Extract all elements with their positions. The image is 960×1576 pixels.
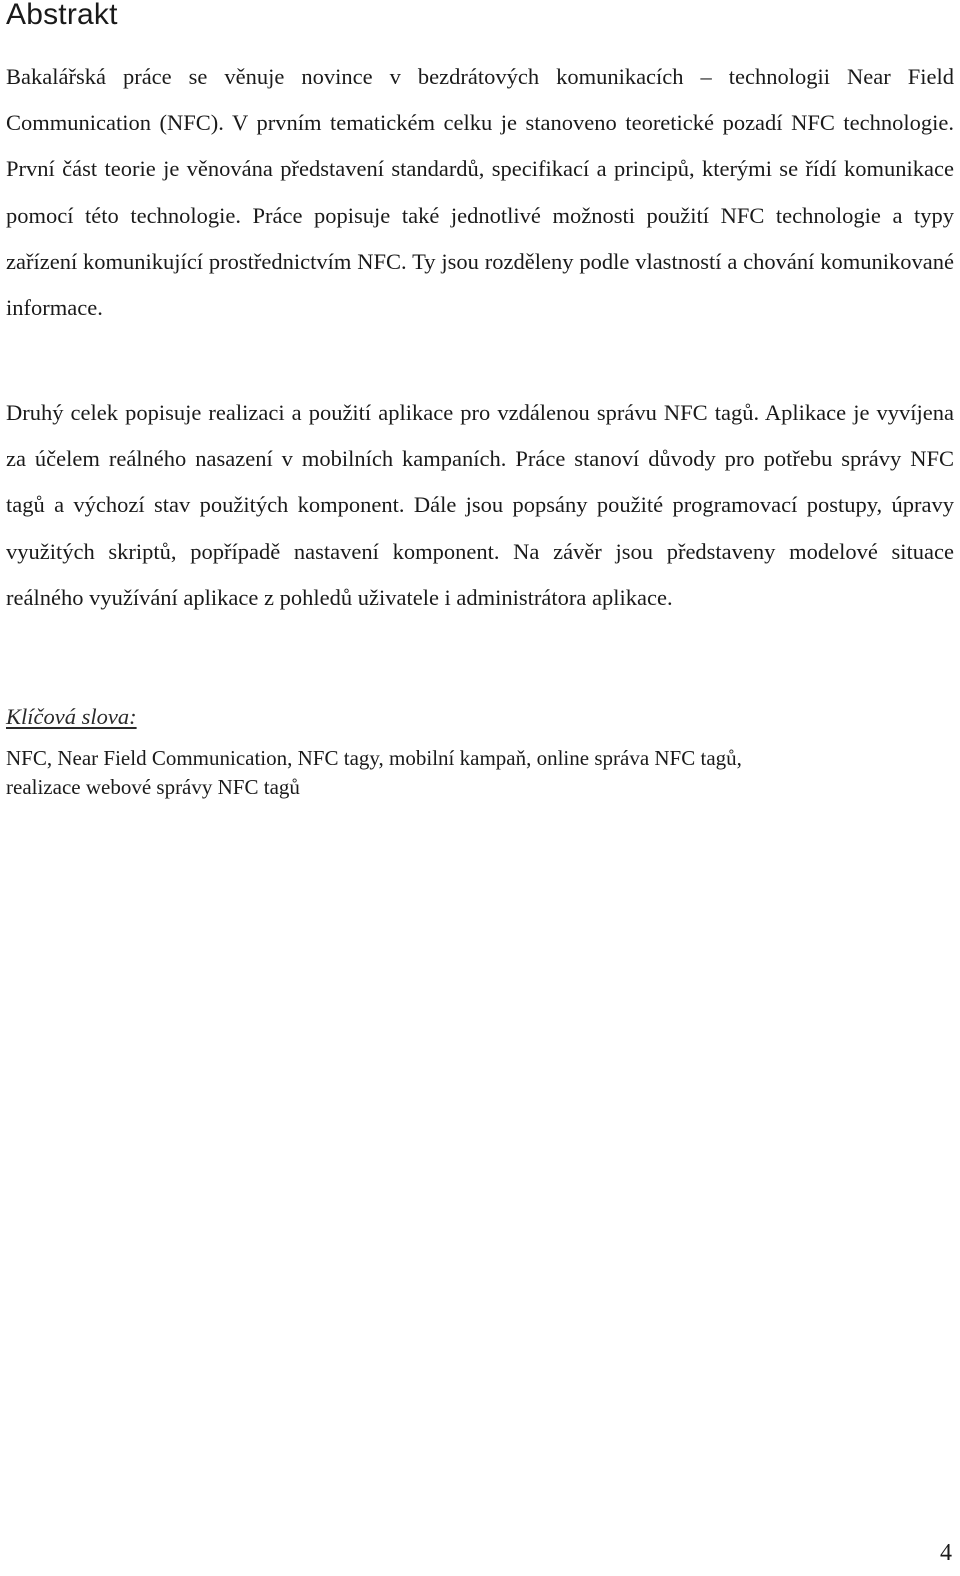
page-title: Abstrakt bbox=[6, 0, 118, 31]
abstract-paragraph-2: Druhý celek popisuje realizaci a použití aplikace pro vzdálenou správu NFC tagů. Aplikace je vyvíjena za účelem reálného nasazení v mobilních kampaních. Práce stanoví důvody pro potřebu správy NFC tagů a výchozí stav použitých komponent. Dále jsou popsány použité programovací postupy, úpravy využitých skriptů, popřípadě nastavení komponent. Na závěr jsou představeny modelové situace reálného využívání aplikace z pohledů uživatele i administrátora aplikace. bbox=[6, 400, 954, 610]
keywords-text bbox=[6, 744, 954, 802]
keywords-label: Klíčová slova: bbox=[6, 704, 137, 729]
abstract-paragraph-1: Bakalářská práce se věnuje novince v bezdrátových komunikacích – technologii Near Field Communication (NFC). V prvním tematickém celku je stanoveno teoretické pozadí NFC technologie. První část teorie je věnována představení standardů, specifikací a principů, kterými se řídí komunikace pomocí této technologie. Práce popisuje také jednotlivé možnosti použití NFC technologie a typy zařízení komunikující prostřednictvím NFC. Ty jsou rozděleny podle vlastností a chování komunikované informace. bbox=[6, 64, 954, 321]
keywords-line-1: NFC, Near Field Communication, NFC tagy, mobilní kampaň, online správa NFC tagů, bbox=[6, 746, 742, 770]
keywords-line-2: realizace webové správy NFC tagů bbox=[6, 775, 300, 799]
page-number: 4 bbox=[940, 1540, 952, 1566]
